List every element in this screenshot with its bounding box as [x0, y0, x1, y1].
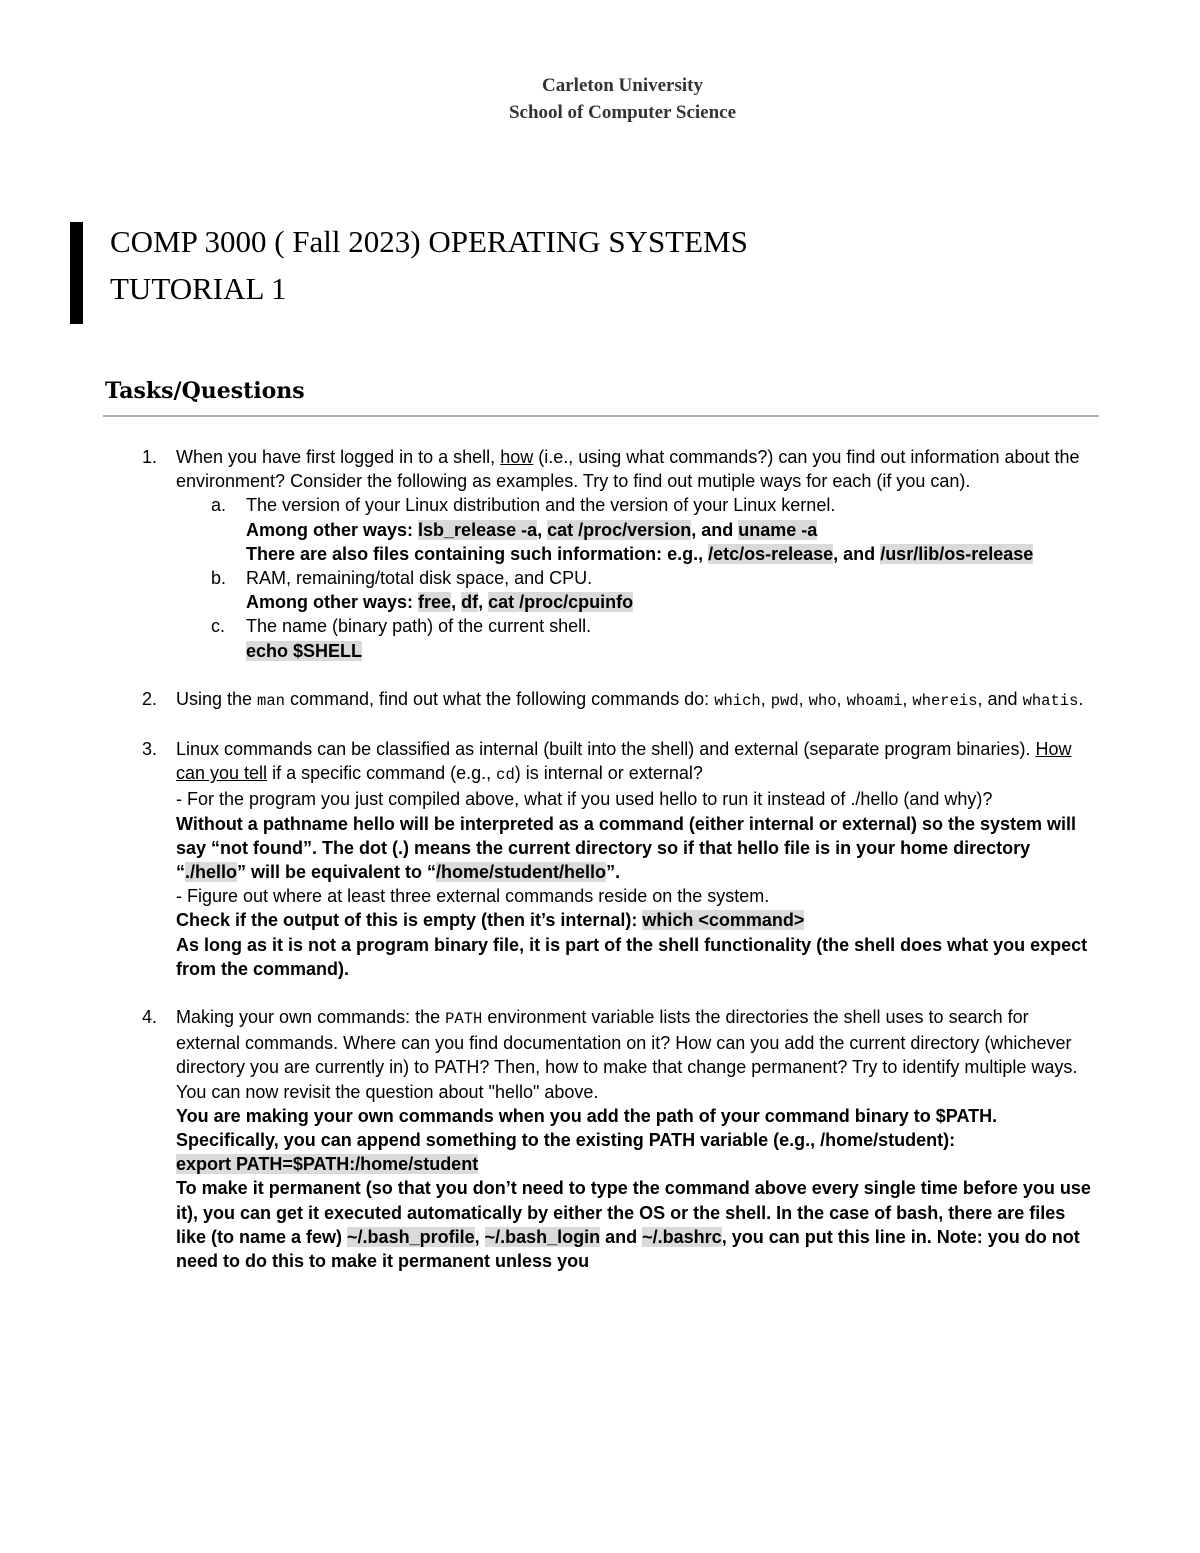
- document-header: [0, 72, 1200, 126]
- sub-label: b.: [211, 568, 227, 589]
- sub-question: RAM, remaining/total disk space, and CPU.: [246, 568, 593, 589]
- question-4: [0, 1005, 1096, 1273]
- question-number: 3.: [142, 739, 158, 760]
- question-text: Using the man command, find out what the following commands do: which, pwd, who, whoami, whereis, and whatis.: [176, 688, 1084, 710]
- answer-line: Among other ways: free, df, cat /proc/cpuinfo: [246, 592, 634, 613]
- answer-line: Among other ways: lsb_release -a, cat /proc/version, and uname -a: [246, 519, 818, 540]
- institution-name: Carleton University: [542, 75, 703, 96]
- answer-paragraph: To make it permanent (so that you don’t need to type the command above every single time before you use it), you can get it executed automatically by either the OS or the shell. In the case of bash, there are files like (to name a few) ~/.bash_profile, ~/.bash_login and ~/.bashrc, you can put this line in. Note: you do not need to do this to make it permanent unless you: [176, 1178, 1091, 1272]
- question-number: 1.: [142, 447, 158, 467]
- sub-label: c.: [211, 616, 226, 637]
- answer-paragraph: Without a pathname hello will be interpreted as a command (either internal or external) so the system will say “not found”. The dot (.) means the current directory so if that hello file is in your home directory “./hello” will be equivalent to “/home/student/hello”.: [176, 813, 1077, 883]
- answer-command: export PATH=$PATH:/home/student: [176, 1154, 479, 1175]
- title-line-course: COMP 3000 ( Fall 2023) OPERATING SYSTEMS: [110, 224, 748, 259]
- answer-paragraph: You are making your own commands when you add the path of your command binary to $PATH. Specifically, you can append something to the existing PATH variable (e.g., /home/student):: [176, 1105, 998, 1151]
- question-number: 2.: [142, 688, 158, 709]
- answer-paragraph: As long as it is not a program binary file, it is part of the shell functionality (the shell does what you expect from the command).: [176, 934, 1088, 979]
- title-line-tutorial: TUTORIAL 1: [110, 271, 287, 306]
- question-number: 4.: [142, 1007, 158, 1028]
- sub-label: a.: [211, 495, 227, 516]
- question-1: [0, 445, 1096, 663]
- question-1c: [176, 614, 1096, 662]
- question-1b: [176, 566, 1096, 614]
- question-text: Making your own commands: the PATH environment variable lists the directories the shell uses to search for external commands. Where can you find documentation on it? How can you add the current directory (whichever directory you are currently in) to PATH? Then, how to make that change permanent? Try to identify multiple ways. You can now revisit the question about "hello" above.: [176, 1007, 1078, 1102]
- title-accent-bar: [70, 222, 83, 324]
- question-text: Linux commands can be classified as internal (built into the shell) and external (separate program binaries). How can you tell if a specific command (e.g., cd) is internal or external?: [176, 739, 1072, 785]
- question-text: When you have first logged in to a shell, how (i.e., using what commands?) can you find out information about the environment? Consider the following as examples. Try to find out mutiple ways for each (if you can).: [176, 447, 1080, 492]
- section-heading: Tasks/Questions: [105, 378, 305, 404]
- school-name: School of Computer Science: [508, 102, 737, 123]
- section-divider: [103, 415, 1099, 417]
- answer-paragraph: Check if the output of this is empty (then it’s internal): which <command>: [176, 910, 805, 931]
- document-title: [110, 218, 748, 312]
- answer-line: echo $SHELL: [246, 640, 363, 661]
- questions-list: [0, 445, 1200, 1273]
- question-subpart: - Figure out where at least three external commands reside on the system.: [176, 886, 770, 907]
- question-3: [0, 737, 1096, 981]
- sub-question: The name (binary path) of the current shell.: [246, 616, 592, 637]
- question-1a: [176, 493, 1096, 566]
- question-subpart: - For the program you just compiled above, what if you used hello to run it instead of ./hello (and why)?: [176, 789, 993, 810]
- answer-line: There are also files containing such information: e.g., /etc/os-release, and /usr/lib/os-release: [246, 543, 1034, 564]
- sub-question: The version of your Linux distribution and the version of your Linux kernel.: [246, 495, 836, 516]
- question-2: [0, 687, 1096, 713]
